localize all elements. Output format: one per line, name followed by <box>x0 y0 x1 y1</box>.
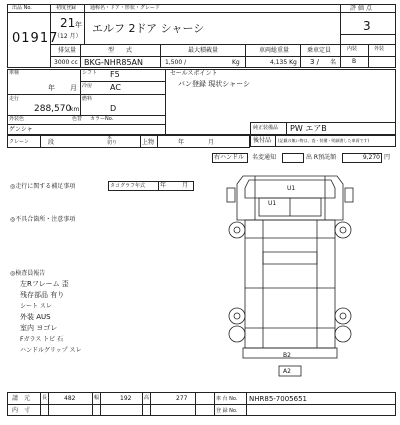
options-note: (記載の無い物は、査・装備・明細書した車両です) <box>278 138 370 143</box>
shift-value: F5 <box>110 70 120 79</box>
grade-value: 3 <box>363 19 371 33</box>
hgt-label: 高 <box>144 395 150 401</box>
max-load-label: 最大積載量 <box>188 47 219 54</box>
model-label: 型 式 <box>108 47 133 54</box>
color-label: 外装色 <box>9 116 25 122</box>
wid-value: 192 <box>120 395 132 402</box>
exhibit-number: 01917 <box>12 31 59 46</box>
fuel-label: 燃料 <box>82 96 93 102</box>
first-reg-label: 初度登録 <box>56 5 77 11</box>
max-load-value: 1,500 / <box>165 59 187 66</box>
upper-label: 上物 <box>142 139 155 146</box>
displacement-value: 3000 cc <box>54 59 78 66</box>
genuine-equip-value: PW エアB <box>290 124 327 133</box>
damage-u1-mid: U1 <box>268 200 277 207</box>
capacity-label: 乗車定員 <box>307 47 332 54</box>
handle-text: 右ハンドル <box>214 154 245 161</box>
crane-label: クレーン <box>9 139 29 145</box>
damage-u1-top: U1 <box>287 185 296 192</box>
upper-year: 年 <box>178 139 185 146</box>
transfer-label: 名変通知 <box>252 154 277 161</box>
chassis-label: 車 台 No. <box>216 396 238 402</box>
inspector-label: ◎検査員報告 <box>10 270 46 277</box>
wid-label: 幅 <box>94 395 100 401</box>
report-line-2: 残存部品 有り <box>20 291 65 299</box>
shift-label: シフト <box>82 70 98 76</box>
capacity-value: 3 / <box>310 58 320 66</box>
mileage-unit: km <box>70 106 80 113</box>
mileage-label: 走行 <box>9 96 20 102</box>
report-line-7: ハンドルグリップ スレ <box>20 347 82 354</box>
exterior-label: 外装 <box>374 46 385 52</box>
fuel-value: D <box>110 104 117 113</box>
report-line-6: Fガラス トビ 石 <box>20 336 64 343</box>
vehicle-name: エルフ 2ドア シャーシ <box>92 22 205 35</box>
hgt-value: 277 <box>176 395 188 402</box>
report-line-5: 室内 ヨゴレ <box>20 324 58 332</box>
interior-label: 内装 <box>347 46 358 52</box>
max-load-unit: Kg <box>232 59 240 66</box>
mileage-value: 288,570 <box>34 104 72 114</box>
report-line-1: 左Rフレーム 歪 <box>20 280 69 288</box>
report-line-3: シート スレ <box>20 303 52 310</box>
defect-label: ◎不具合箇所・注意事項 <box>10 216 76 223</box>
color-value: ゲンシャ <box>9 126 33 133</box>
color-no-label: カラーNo. <box>90 116 114 122</box>
truck-diagram <box>225 168 355 380</box>
nai-label: 内 寸 <box>12 407 31 414</box>
len-label: 長 <box>42 395 48 401</box>
deposit-unit: 円 <box>384 154 391 161</box>
len-value: 482 <box>64 395 76 402</box>
specs-box <box>7 69 396 135</box>
first-reg-month: （12 月） <box>54 33 82 40</box>
model-value: BKG-NHR85AN <box>84 58 144 67</box>
tacho-year: 年 <box>160 182 167 189</box>
first-reg-year: 21 <box>60 16 76 30</box>
damage-b2: B2 <box>283 352 291 359</box>
transfer-box <box>282 153 304 163</box>
exhibit-no-label: 出品 No. <box>12 5 32 11</box>
total-weight-label: 車両総重量 <box>259 47 290 54</box>
capacity-unit: 名 <box>330 59 337 66</box>
color-change-label: 色替 <box>72 116 83 122</box>
tacho-label: タコグラフ年式 <box>110 183 146 189</box>
vehicle-name-label: 通称名・ドア・形状・グレード <box>90 5 160 11</box>
upper-month: 月 <box>208 139 215 146</box>
displacement-label: 排気量 <box>58 47 77 54</box>
inspection-year: 年 <box>48 84 55 92</box>
deposit-value: 9,270 <box>362 154 380 161</box>
reg-no-label: 登 録 No. <box>216 408 238 414</box>
total-weight-value: 4,135 Kg <box>270 59 297 66</box>
selling-point-label: セールスポイント <box>170 70 218 77</box>
report-line-4: 外装 AUS <box>20 313 51 321</box>
damage-a2: A2 <box>283 368 291 375</box>
deposit-label: 出 R預託額 <box>306 154 337 161</box>
crane-kiri: 本 切り <box>107 135 118 146</box>
mileage-note-label: ◎走行に関する補足事項 <box>10 183 76 190</box>
tacho-month: 月 <box>182 182 189 189</box>
crane-dan: 段 <box>48 139 55 146</box>
aircon-label: 冷房 <box>82 83 93 89</box>
inspection-month: 月 <box>70 84 77 92</box>
genuine-equip-label: 純正装備品 <box>253 125 279 131</box>
grade-label: 評 価 点 <box>350 5 372 12</box>
inspection-label: 車検 <box>9 70 20 76</box>
aircon-value: AC <box>110 83 121 92</box>
seikyu-label: 請 元 <box>12 395 31 402</box>
chassis-value: NHR85-7005651 <box>249 395 307 403</box>
first-reg-year-unit: 年 <box>75 21 82 29</box>
interior-value: B <box>352 58 357 65</box>
selling-point-text: バン登録 現状シャーシ <box>178 80 250 88</box>
options-label: 後付品 <box>253 137 272 144</box>
